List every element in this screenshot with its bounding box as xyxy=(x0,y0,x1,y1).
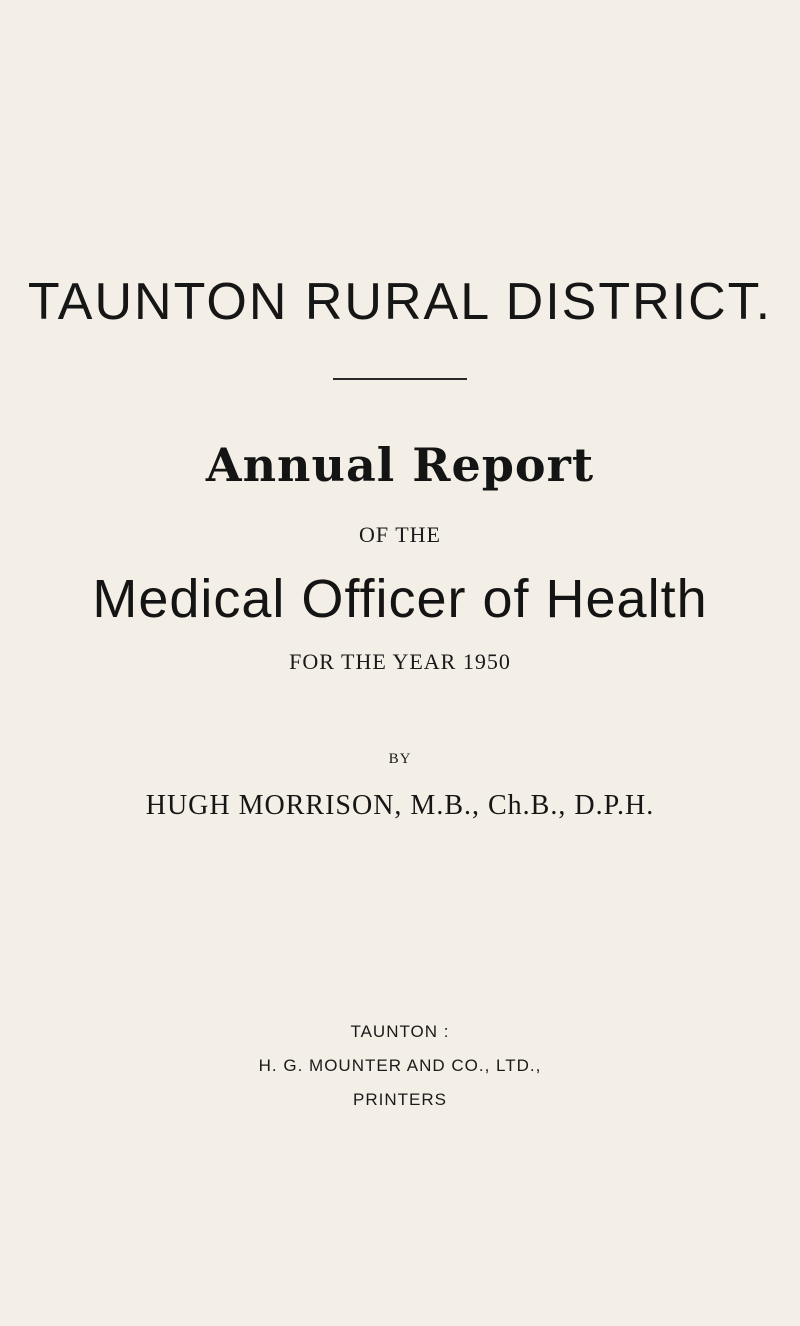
divider-rule xyxy=(333,378,467,380)
author-name: HUGH MORRISON, M.B., Ch.B., D.P.H. xyxy=(145,790,655,821)
imprint-role: PRINTERS xyxy=(353,1090,447,1109)
imprint-printer: H. G. MOUNTER AND CO., LTD., xyxy=(258,1056,542,1075)
report-title: Annual Report xyxy=(205,438,595,492)
by-label: BY xyxy=(388,751,412,767)
report-year: FOR THE YEAR 1950 xyxy=(289,649,511,674)
report-subject: Medical Officer of Health xyxy=(92,569,708,629)
of-the-label: OF THE xyxy=(359,522,441,547)
district-heading: TAUNTON RURAL DISTRICT. xyxy=(27,273,773,331)
imprint-place: TAUNTON : xyxy=(350,1022,450,1041)
